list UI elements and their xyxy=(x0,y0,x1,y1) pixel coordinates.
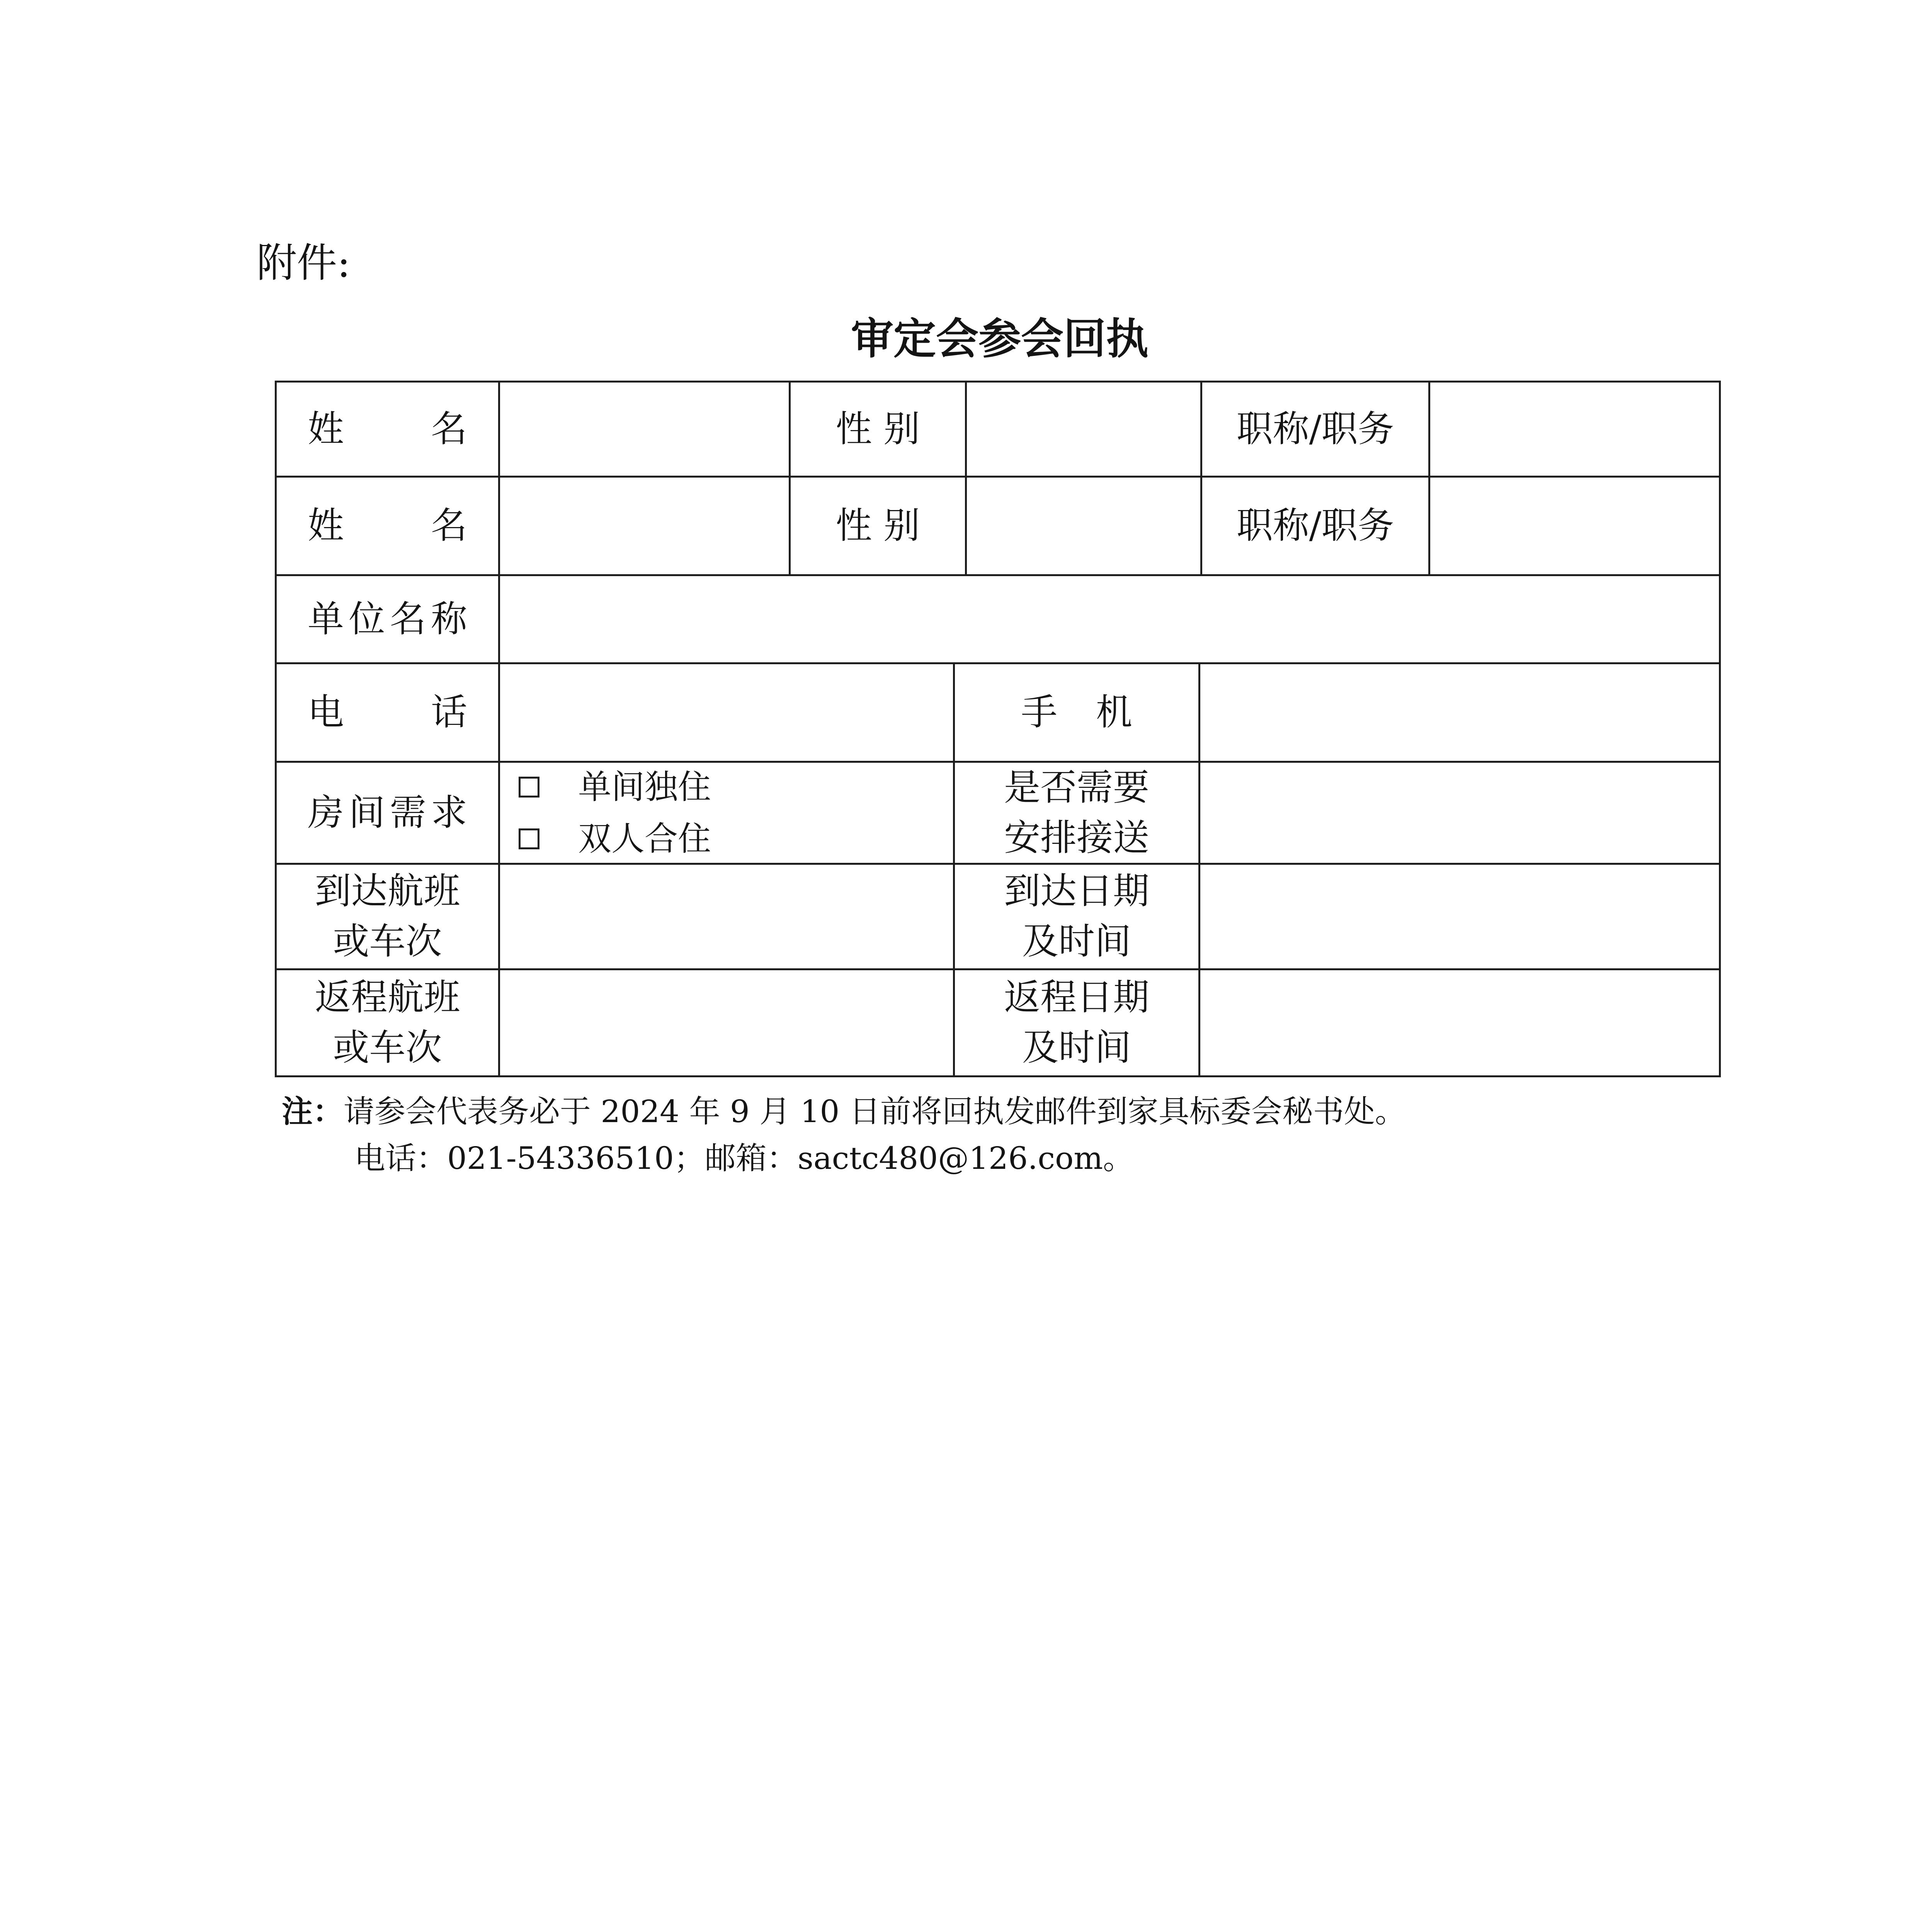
return-time-label-cell xyxy=(953,968,1200,1077)
phone-label: 电 话 xyxy=(308,691,467,733)
arrival-time-label-line-1: 到达日期 xyxy=(1004,870,1149,912)
pickup-value-cell xyxy=(1198,761,1721,865)
form-title: 审定会参会回执 xyxy=(851,314,1149,364)
checkbox-empty-icon xyxy=(519,828,539,849)
pickup-label xyxy=(1004,763,1149,863)
phone-value-cell xyxy=(498,662,955,763)
arrival-time-label-line-2: 及时间 xyxy=(1022,920,1131,963)
name-value-cell-2 xyxy=(498,476,791,576)
return-time-label-line-1: 返程日期 xyxy=(1004,976,1149,1019)
pickup-label-line-2: 安排接送 xyxy=(1004,816,1149,859)
return-time-label-line-2: 及时间 xyxy=(1022,1027,1131,1069)
mobile-label: 手 机 xyxy=(1021,691,1132,733)
arrival-transport-label-line-1: 到达航班 xyxy=(315,870,460,912)
name-label: 姓 名 xyxy=(308,505,467,547)
return-time-value-cell xyxy=(1198,968,1721,1077)
arrival-transport-label xyxy=(315,866,460,967)
org-label-cell xyxy=(275,574,500,664)
gender-label-cell-1 xyxy=(789,381,967,478)
org-label: 单位名称 xyxy=(308,598,467,640)
room-option-label: 单间独住 xyxy=(578,767,711,806)
return-transport-label xyxy=(315,973,460,1073)
gender-value-cell-2 xyxy=(965,476,1202,576)
position-value-cell-2 xyxy=(1428,476,1721,576)
room-option-single xyxy=(519,761,711,813)
room-option-label: 双人合住 xyxy=(578,819,711,858)
arrival-transport-value-cell xyxy=(498,863,955,970)
attachment-label: 附件: xyxy=(257,239,351,286)
note-prefix: 注： xyxy=(282,1094,344,1129)
arrival-time-label-cell xyxy=(953,863,1200,970)
return-transport-value-cell xyxy=(498,968,955,1077)
return-transport-label-cell xyxy=(275,968,500,1077)
mobile-label-cell xyxy=(953,662,1200,763)
arrival-transport-label-cell xyxy=(275,863,500,970)
gender-label: 性 别 xyxy=(835,408,920,450)
position-label: 职称/职务 xyxy=(1236,408,1394,450)
position-label: 职称/职务 xyxy=(1236,505,1394,547)
return-time-label xyxy=(1004,973,1149,1073)
return-transport-label-line-1: 返程航班 xyxy=(315,976,460,1019)
pickup-label-line-1: 是否需要 xyxy=(1004,766,1149,809)
arrival-time-value-cell xyxy=(1198,863,1721,970)
arrival-transport-label-line-2: 或车次 xyxy=(333,920,442,963)
note-line-2: 电话：021-54336510；邮箱：sactc480@126.com。 xyxy=(354,1140,1134,1176)
room-option-double xyxy=(519,813,711,865)
return-transport-label-line-2: 或车次 xyxy=(333,1027,442,1069)
room-options-cell xyxy=(498,761,955,865)
position-value-cell-1 xyxy=(1428,381,1721,478)
position-label-cell-2 xyxy=(1200,476,1430,576)
note-line-1 xyxy=(282,1088,1406,1135)
name-value-cell-1 xyxy=(498,381,791,478)
mobile-value-cell xyxy=(1198,662,1721,763)
room-label: 房间需求 xyxy=(308,791,467,834)
name-label-cell-1 xyxy=(275,381,500,478)
name-label-cell-2 xyxy=(275,476,500,576)
room-label-cell xyxy=(275,761,500,865)
gender-label-cell-2 xyxy=(789,476,967,576)
name-label: 姓 名 xyxy=(308,408,467,450)
pickup-label-cell xyxy=(953,761,1200,865)
gender-value-cell-1 xyxy=(965,381,1202,478)
gender-label: 性 别 xyxy=(835,505,920,547)
arrival-time-label xyxy=(1004,866,1149,967)
position-label-cell-1 xyxy=(1200,381,1430,478)
phone-label-cell xyxy=(275,662,500,763)
reply-form-table xyxy=(275,381,1721,1077)
note-text: 请参会代表务必于 2024 年 9 月 10 日前将回执发邮件到家具标委会秘书处。 xyxy=(344,1094,1406,1129)
checkbox-empty-icon xyxy=(519,777,539,798)
org-value-cell xyxy=(498,574,1721,664)
